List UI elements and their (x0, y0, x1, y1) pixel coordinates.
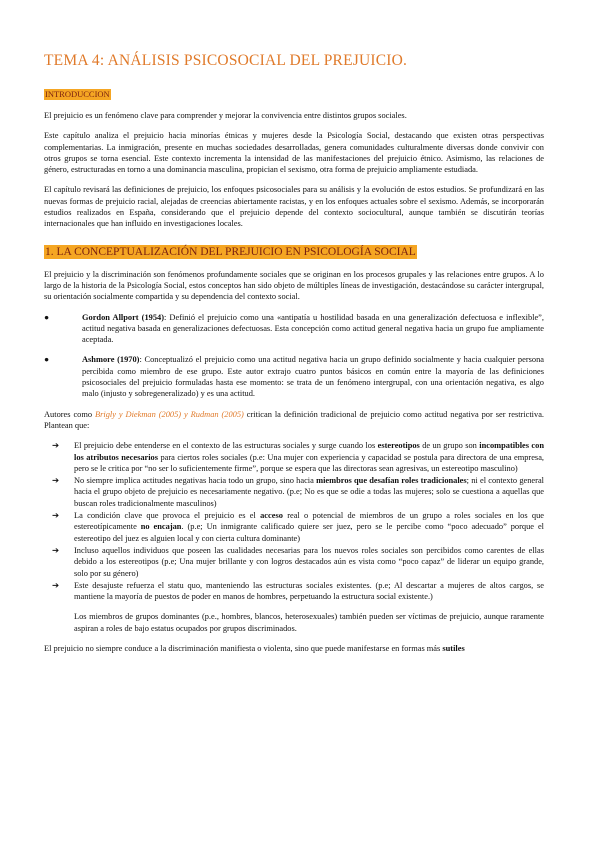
authors-paragraph (44, 409, 544, 432)
bullet-allport-name: Gordon Allport (1954) (82, 312, 165, 322)
arrow-item-2-text (74, 475, 544, 509)
bullet-icon: ● (44, 355, 50, 365)
arrow-item-3 (52, 510, 544, 544)
a1-mid: de un grupo son (419, 441, 480, 451)
section-1-paragraph-1: El prejuicio y la discriminación son fenómenos profundamente sociales que se originan en los procesos grupales y las relaciones entre grupos. A lo largo de la historia de la Psicología Social, estos conceptos han sido objeto de múltiples líneas de investigación, destacándose su carácter intergrupal, su orientación socialmente compartida y su dependencia del contexto social. (44, 269, 544, 302)
final-paragraph (44, 643, 544, 654)
bullet-ashmore-body: : Conceptualizó el prejuicio como una actitud negativa hacia un grupo definido socialmente y hacia cualquier persona percibida como miembro de ese grupo. Este autor extrajo cuatro puntos básicos en común entre la mayoría de las definiciones psicosociales del prejuicio formuladas hasta ese momento: se trata de un fenómeno intergrupal, con una orientación negativa, es algo malo (injusto y sobregeneralizado) y es una actitud. (82, 355, 544, 399)
arrow-icon: ➔ (52, 545, 60, 555)
a1-bold-1: estereotipos (377, 441, 420, 451)
a3-bold-1: acceso (260, 511, 283, 521)
arrow-item-4-text: Incluso aquellos individuos que poseen las cualidades necesarias para los nuevos roles sociales son percibidos como carentes de ellas debido a los estereotipos (p.e; Una mujer brillante y con logros destacados aún es vista como “poco capaz” de liderar un equipo grande, solo por su género) (74, 545, 544, 578)
authors-post: critican la definición tradicional de prejuicio como actitud negativa por ser restrictiva. Plantean que: (44, 409, 545, 430)
arrow-item-5-text: Este desajuste refuerza el statu quo, manteniendo las estructuras sociales existentes. (p.e; Al descartar a mujeres de altos cargos, se mantiene la mayoría de puestos de poder en manos de hombres, perpetuando la estructura social existente.) (74, 580, 544, 602)
a2-bold: miembros que desafían roles tradicionales (316, 476, 467, 486)
a2-post: ; ni el contexto general hacia el grupo objeto de prejuicio es necesariamente negativo. (p.e; No es que se odie a todas las mujeres; solo se cuestiona a aquellas que buscan roles tradicionalmente masculinos) (74, 476, 544, 508)
section-1-heading: 1. LA CONCEPTUALIZACIÓN DEL PREJUICIO EN PSICOLOGÍA SOCIAL (45, 245, 416, 258)
arrow-item-5-subparagraph: Los miembros de grupos dominantes (p.e., hombres, blancos, heterosexuales) también pueden ser víctimas de prejuicio, aunque raramente aspiran a roles de bajo estatus ocupados por grupos discriminados. (74, 612, 544, 633)
a1-bold-2: incompatibles con los atributos necesarios (74, 441, 544, 462)
arrow-icon: ➔ (52, 580, 60, 590)
arrow-icon: ➔ (52, 511, 60, 521)
final-pre: El prejuicio no siempre conduce a la discriminación manifiesta o violenta, sino que puede manifestarse en formas más (44, 643, 443, 653)
arrow-item-5 (52, 580, 544, 603)
a3-mid: real o potencial de miembros de un grupo a roles sociales en los que estereotípicamente (74, 511, 545, 532)
a3-pre: La condición clave que provoca el prejuicio es el (74, 511, 261, 521)
page-title: TEMA 4: ANÁLISIS PSICOSOCIAL DEL PREJUICIO. (44, 52, 408, 69)
bullet-allport-text (82, 312, 544, 346)
arrow-icon: ➔ (52, 441, 60, 451)
a3-post: . (p.e; Un inmigrante calificado quiere ser juez, pero se le percibe como “poco adecuado” porque el estereotipo del juez es alguien local y con cierta cultura dominante) (74, 522, 545, 543)
arrow-item-3-text (74, 510, 544, 544)
intro-heading: INTRODUCCION (45, 89, 110, 99)
bullet-icon: ● (44, 312, 50, 322)
authors-citation: Brigly y Diekman (2005) y Rudman (2005) (95, 409, 244, 419)
arrow-icon: ➔ (52, 476, 60, 486)
bullet-ashmore-text (82, 354, 544, 399)
a3-bold-2: no encajan (140, 522, 182, 532)
a2-pre: No siempre implica actitudes negativas hacia todo un grupo, sino hacia (74, 476, 317, 486)
final-bold: sutiles (442, 643, 465, 653)
bullet-allport (44, 312, 544, 346)
bullet-ashmore (44, 354, 544, 399)
a1-pre: El prejuicio debe entenderse en el contexto de las estructuras sociales y surge cuando los (74, 441, 378, 451)
bullet-ashmore-name: Ashmore (1970) (82, 355, 140, 365)
arrow-item-1-text (74, 440, 544, 474)
arrow-item-4 (52, 545, 544, 579)
arrow-item-2 (52, 475, 544, 509)
authors-pre: Autores como (44, 409, 96, 419)
intro-paragraph-3: El capítulo revisará las definiciones de prejuicio, los enfoques psicosociales para su análisis y la evolución de estos estudios. Se profundizará en las nuevas formas de prejuicio racial, alejadas de creencias abiertamente racistas, y en los enfoques actuales sobre el sexismo. Además, se incorporarán estudios realizados en España, considerando que el prejuicio depende del contexto sociocultural, aunque también se discutirán teorías internacionales que han influido en investigaciones locales. (44, 185, 544, 229)
a1-post: para ciertos roles sociales (p.e: Una mujer con experiencia y capacidad se postula para directora de una empresa, pero se le critica por “no ser lo suficientemente firme”, porque se espera que las directoras sean agresivas, un estereotipo masculino) (74, 452, 545, 473)
arrow-item-1 (52, 440, 544, 474)
arrow-list (44, 440, 544, 602)
intro-paragraph-2: Este capítulo analiza el prejuicio hacia minorías étnicas y mujeres desde la Psicología Social, destacando que existen otras perspectivas complementarias. La inmigración, presente en muchas sociedades desarrolladas, genera comunidades culturalmente diversas donde convivir con otros grupos se torna esencial. Este contexto incrementa la intensidad de las manifestaciones del prejuicio étnico. Asimismo, las relaciones de género, estructuradas en torno a una dominancia masculina, propician el sexismo, otra forma de prejuicio ampliamente estudiada. (44, 131, 544, 175)
bullet-allport-body: : Definió el prejuicio como una «antipatía u hostilidad basada en una generalización defectuosa e inflexible”, actitud negativa basada en generalizaciones defectuosas. Esta concepción como actitud general negativa hacia un grupo fue ampliamente aceptada. (82, 312, 544, 345)
intro-paragraph-1: El prejuicio es un fenómeno clave para comprender y mejorar la convivencia entre distintos grupos sociales. (44, 111, 407, 120)
